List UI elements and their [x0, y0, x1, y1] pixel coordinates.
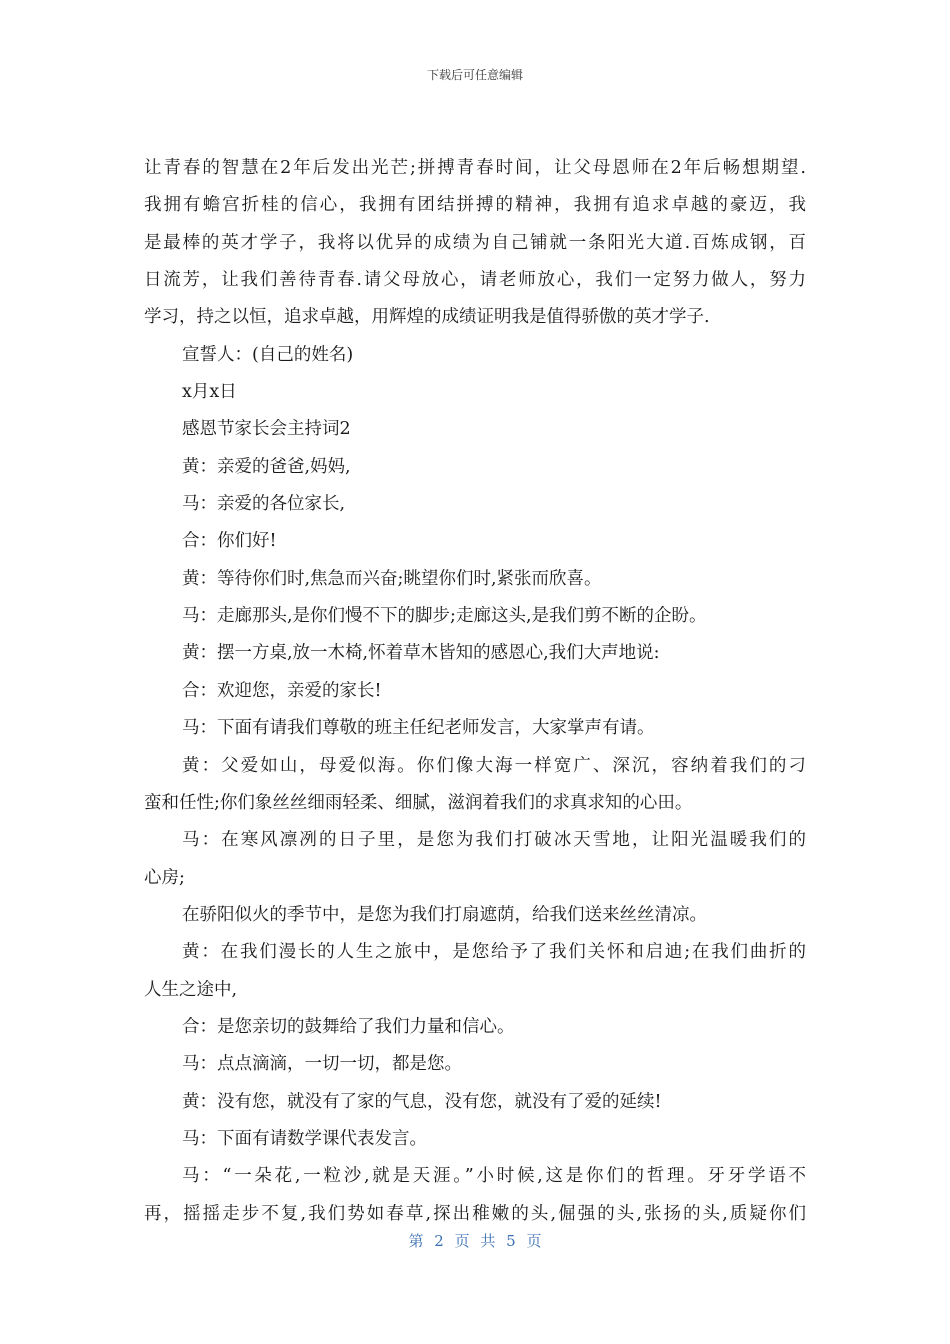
- text-line: 学习，持之以恒，追求卓越，用辉煌的成绩证明我是值得骄傲的英才学子.: [144, 307, 710, 328]
- text-line: 黄：摆一方桌,放一木椅,怀着草木皆知的感恩心,我们大声地说:: [182, 643, 660, 664]
- text-line: 马：下面有请我们尊敬的班主任纪老师发言，大家掌声有请。: [182, 718, 655, 739]
- text-line: 我拥有蟾宫折桂的信心，我拥有团结拼搏的精神，我拥有追求卓越的豪迈，我: [144, 195, 806, 216]
- text-line: 人生之途中,: [144, 979, 238, 1000]
- text-line: 合：欢迎您，亲爱的家长!: [182, 680, 382, 701]
- text-line: 黄：父爱如山，母爱似海。你们像大海一样宽广、深沉，容纳着我们的刁: [182, 755, 806, 776]
- text-line: 再，摇摇走步不复,我们势如春草,探出稚嫩的头,倔强的头,张扬的头,质疑你们: [144, 1203, 806, 1224]
- text-line: 马：亲爱的各位家长,: [182, 494, 346, 515]
- page-number-footer: 第 2 页 共 5 页: [408, 1232, 542, 1250]
- text-line: 在骄阳似火的季节中，是您为我们打扇遮荫，给我们送来丝丝清凉。: [182, 904, 707, 925]
- text-line: 黄：没有您，就没有了家的气息，没有您，就没有了爱的延续!: [182, 1091, 662, 1112]
- text-line: 黄：亲爱的爸爸,妈妈,: [182, 456, 351, 477]
- text-line: 是最棒的英才学子，我将以优异的成绩为自己铺就一条阳光大道.百炼成钢，百: [144, 232, 806, 253]
- text-line: 宣誓人：(自己的姓名): [182, 344, 354, 365]
- text-line: 合：你们好!: [182, 531, 277, 552]
- text-line: 合：是您亲切的鼓舞给了我们力量和信心。: [182, 1016, 515, 1037]
- text-line: 黄：在我们漫长的人生之旅中，是您给予了我们关怀和启迪;在我们曲折的: [182, 942, 806, 963]
- page-header: 下载后可任意编辑: [426, 68, 523, 82]
- text-line: 马：在寒风凛冽的日子里，是您为我们打破冰天雪地，让阳光温暖我们的: [182, 830, 806, 851]
- text-line: 马：“一朵花,一粒沙,就是天涯。”小时候,这是你们的哲理。牙牙学语不: [182, 1166, 806, 1187]
- text-line: 马：点点滴滴，一切一切，都是您。: [182, 1054, 462, 1075]
- text-line: 让青春的智慧在2年后发出光芒;拼搏青春时间，让父母恩师在2年后畅想期望.: [144, 158, 806, 178]
- text-line: 马：走廊那头,是你们慢不下的脚步;走廊这头,是我们剪不断的企盼。: [182, 606, 707, 627]
- text-line: x月x日: [182, 382, 237, 403]
- text-line: 黄：等待你们时,焦急而兴奋;眺望你们时,紧张而欣喜。: [182, 568, 602, 589]
- text-line: 马：下面有请数学课代表发言。: [182, 1128, 427, 1149]
- text-line: 日流芳，让我们善待青春.请父母放心，请老师放心，我们一定努力做人，努力: [144, 270, 806, 291]
- text-line: 心房;: [144, 867, 185, 888]
- text-line: 蛮和任性;你们象丝丝细雨轻柔、细腻，滋润着我们的求真求知的心田。: [144, 792, 693, 813]
- text-line: 感恩节家长会主持词2: [182, 419, 351, 440]
- document-body: [144, 150, 806, 1233]
